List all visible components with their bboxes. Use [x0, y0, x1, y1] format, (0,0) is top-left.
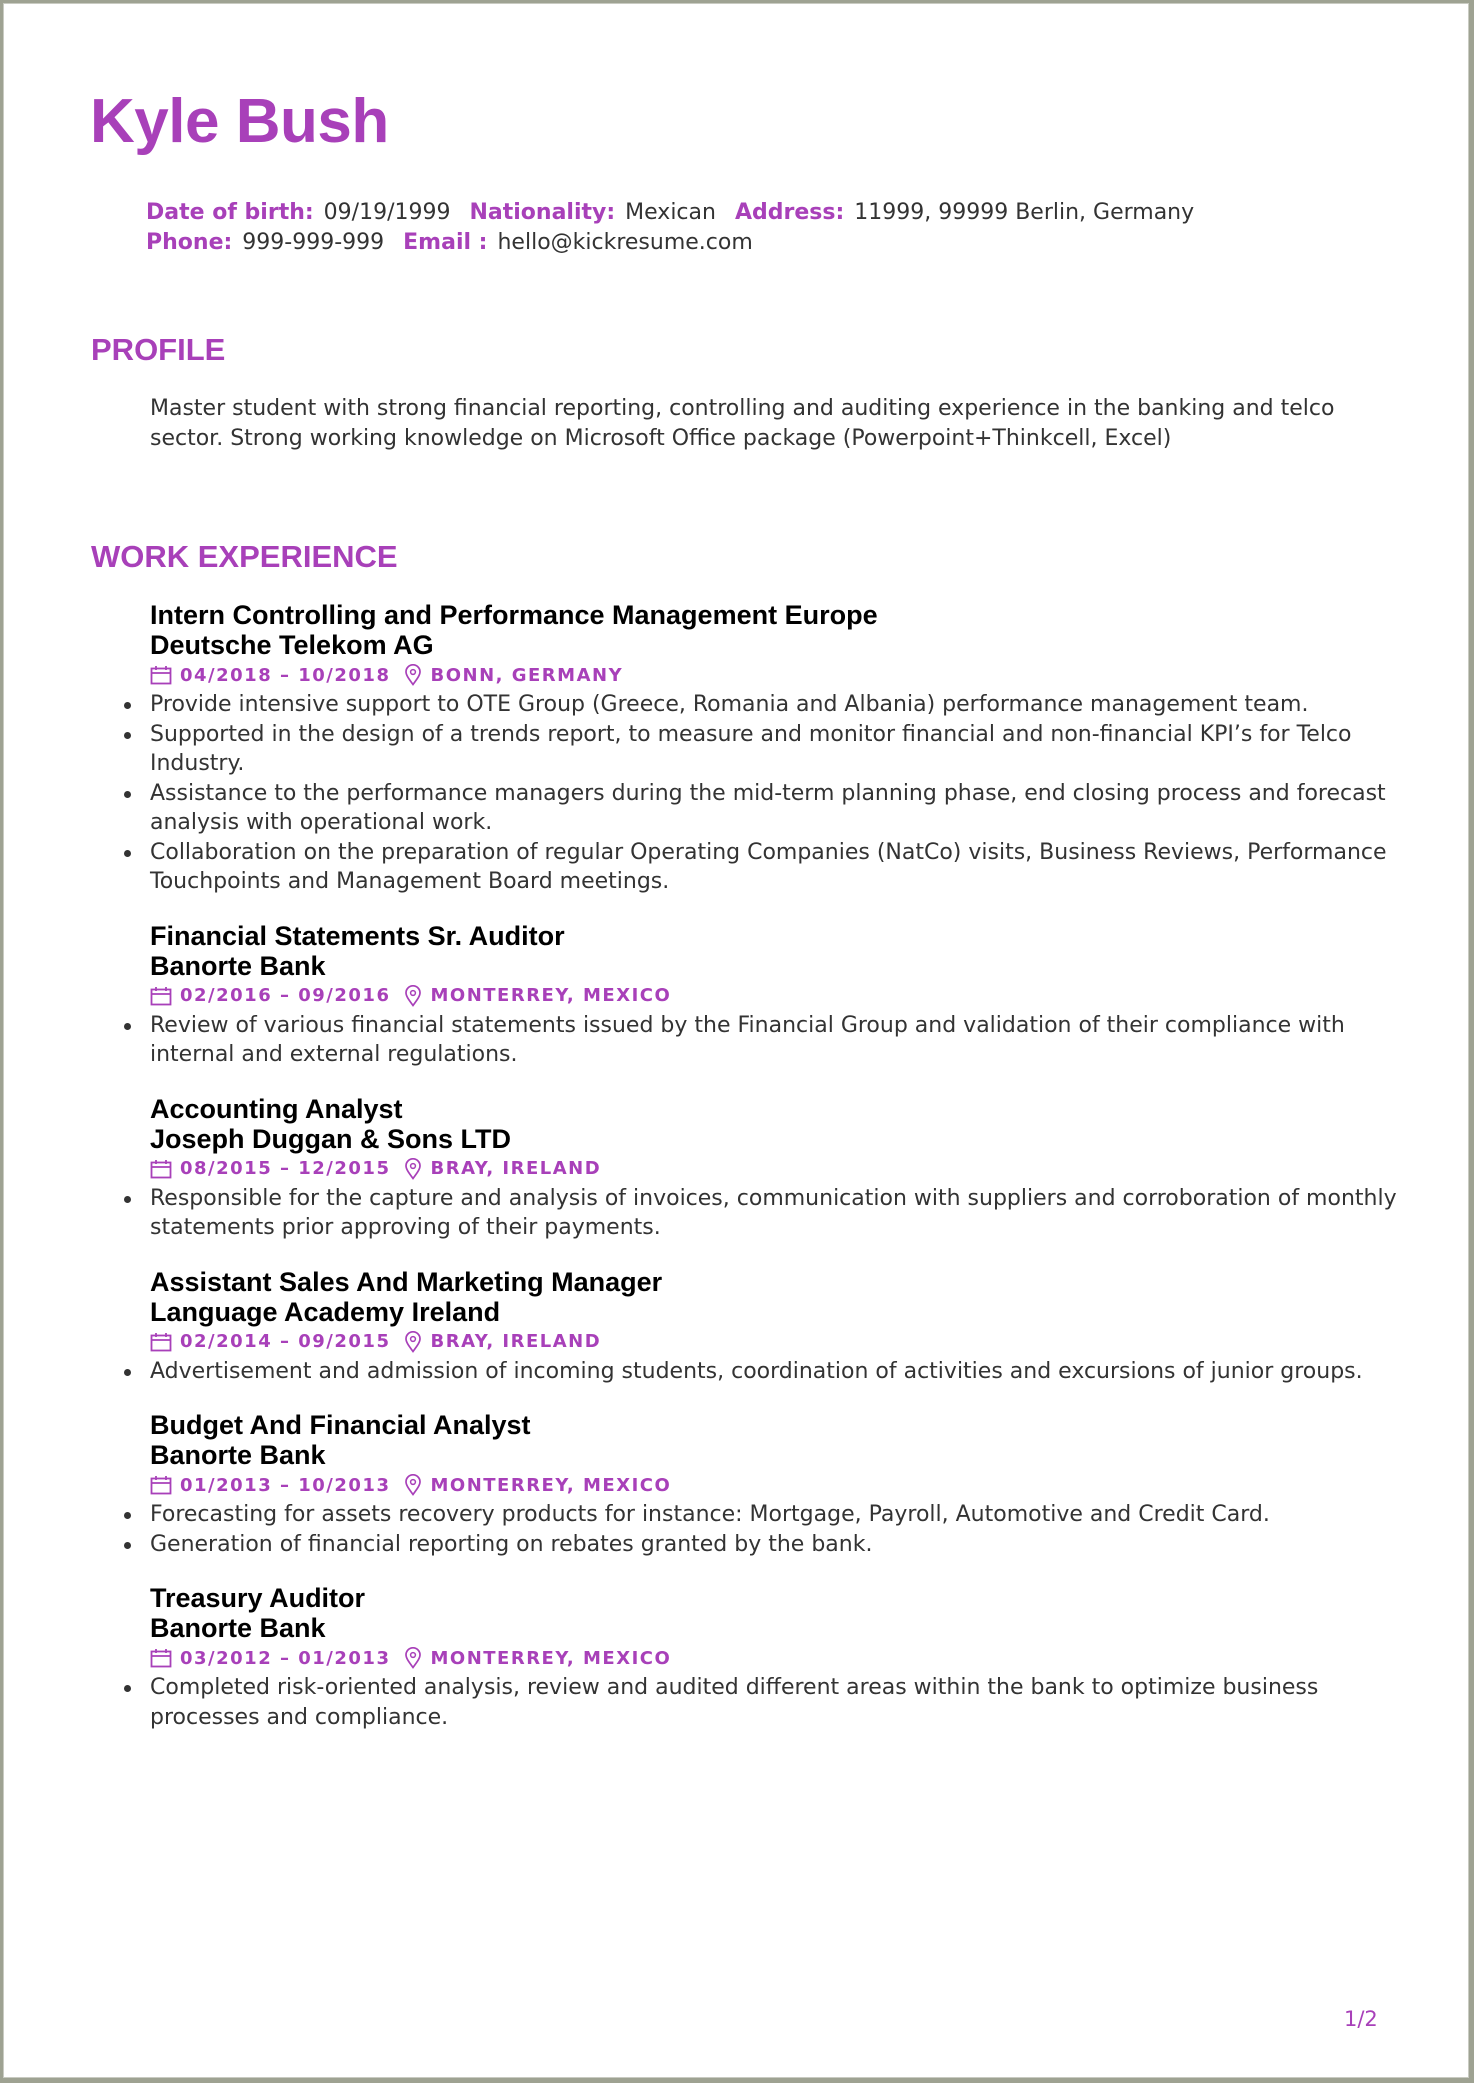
job-company: Banorte Bank [150, 950, 326, 981]
job-title: Budget And Financial Analyst [150, 1410, 531, 1440]
job-title: Accounting Analyst [150, 1093, 403, 1124]
job-company: Banorte Bank [150, 1613, 326, 1643]
job-meta [150, 1154, 1400, 1184]
job-bullets [150, 1673, 1400, 1732]
job-location: BRAY, IRELAND [430, 1158, 602, 1179]
job-bullets [150, 1500, 1400, 1559]
job-meta [150, 1643, 1400, 1673]
job-entry [150, 1094, 1400, 1243]
job-dates: 03/2012 – 01/2013 [180, 1647, 391, 1669]
location-pin-icon [390, 1647, 430, 1669]
calendar-icon [150, 1332, 180, 1352]
job-dates: 02/2016 – 09/2016 [180, 985, 391, 1006]
job-dates: 01/2013 – 10/2013 [180, 1474, 391, 1496]
job-dates: 04/2018 – 10/2018 [180, 664, 391, 686]
location-pin-icon [390, 1331, 430, 1353]
job-bullet: Advertisement and admission of incoming students, coordination of activities and excursions of junior groups. [150, 1357, 1400, 1387]
job-meta [150, 1470, 1400, 1500]
job-title: Assistant Sales And Marketing Manager [150, 1266, 663, 1297]
job-meta [150, 1327, 1400, 1357]
candidate-name: Kyle Bush [90, 87, 389, 156]
location-pin-icon [390, 985, 430, 1007]
nationality-label: Nationality: [469, 200, 616, 225]
location-pin-icon [390, 1474, 430, 1496]
phone-label: Phone: [146, 230, 233, 255]
job-bullets [150, 1011, 1400, 1070]
calendar-icon [150, 1475, 180, 1495]
calendar-icon [150, 665, 180, 685]
job-company: Joseph Duggan & Sons LTD [150, 1123, 512, 1154]
profile-summary: Master student with strong financial reporting, controlling and auditing experience in the banking and telco sector. Strong working knowledge on Microsoft Office package (Powerpoint+Thinkcell, Excel) [150, 396, 1335, 451]
job-entry [150, 921, 1400, 1070]
personal-info-row [146, 228, 1206, 258]
profile-heading: PROFILE [91, 332, 226, 367]
calendar-icon [150, 1159, 180, 1179]
job-location: MONTERREY, MEXICO [430, 985, 672, 1006]
job-list [150, 600, 1400, 1756]
location-pin-icon [390, 664, 430, 686]
job-entry [150, 1410, 1400, 1559]
email-value: hello@kickresume.com [497, 230, 753, 255]
calendar-icon [150, 986, 180, 1006]
job-entry [150, 1267, 1400, 1387]
job-bullet: Responsible for the capture and analysis of invoices, communication with suppliers and corroboration of monthly statements prior approving of their payments. [150, 1184, 1400, 1243]
job-location: MONTERREY, MEXICO [430, 1474, 672, 1496]
job-bullets [150, 690, 1400, 897]
address-label: Address: [734, 200, 845, 225]
page-number: 1/2 [1344, 2007, 1378, 2031]
job-entry [150, 1583, 1400, 1732]
work-experience-heading: WORK EXPERIENCE [91, 539, 398, 574]
job-title: Financial Statements Sr. Auditor [150, 920, 565, 951]
job-location: BONN, GERMANY [430, 664, 624, 686]
resume-page [3, 3, 1469, 2078]
dob-value: 09/19/1999 [323, 200, 451, 225]
location-pin-icon [390, 1158, 430, 1180]
job-location: BRAY, IRELAND [430, 1331, 602, 1352]
dob-label: Date of birth: [146, 200, 314, 225]
job-bullet: Generation of financial reporting on rebates granted by the bank. [150, 1530, 1400, 1560]
personal-info [146, 198, 1206, 258]
job-bullet: Collaboration on the preparation of regular Operating Companies (NatCo) visits, Business Reviews, Performance Touchpoints and Management Board meetings. [150, 838, 1400, 897]
job-company: Language Academy Ireland [150, 1296, 501, 1327]
job-location: MONTERREY, MEXICO [430, 1647, 672, 1669]
personal-info-row [146, 198, 1206, 228]
nationality-value: Mexican [625, 200, 716, 225]
job-dates: 08/2015 – 12/2015 [180, 1158, 391, 1179]
job-bullet: Forecasting for assets recovery products for instance: Mortgage, Payroll, Automotive and Credit Card. [150, 1500, 1400, 1530]
job-bullets [150, 1357, 1400, 1387]
calendar-icon [150, 1648, 180, 1668]
job-bullet: Completed risk-oriented analysis, review and audited different areas within the bank to optimize business processes and compliance. [150, 1673, 1400, 1732]
address-value: 11999, 99999 Berlin, Germany [854, 200, 1195, 225]
job-title: Treasury Auditor [150, 1583, 366, 1613]
job-meta [150, 981, 1400, 1011]
job-company: Banorte Bank [150, 1440, 326, 1470]
phone-value: 999-999-999 [242, 230, 385, 255]
job-meta [150, 660, 1400, 690]
job-title: Intern Controlling and Performance Management Europe [150, 600, 878, 630]
job-bullet: Supported in the design of a trends report, to measure and monitor financial and non-financial KPI’s for Telco Industry. [150, 720, 1400, 779]
email-label: Email : [403, 230, 488, 255]
job-bullet: Provide intensive support to OTE Group (Greece, Romania and Albania) performance management team. [150, 690, 1400, 720]
job-entry [150, 600, 1400, 897]
job-company: Deutsche Telekom AG [150, 630, 434, 660]
job-bullet: Review of various financial statements issued by the Financial Group and validation of their compliance with internal and external regulations. [150, 1011, 1400, 1070]
job-bullets [150, 1184, 1400, 1243]
job-dates: 02/2014 – 09/2015 [180, 1331, 391, 1352]
job-bullet: Assistance to the performance managers during the mid-term planning phase, end closing process and forecast analysis with operational work. [150, 779, 1400, 838]
